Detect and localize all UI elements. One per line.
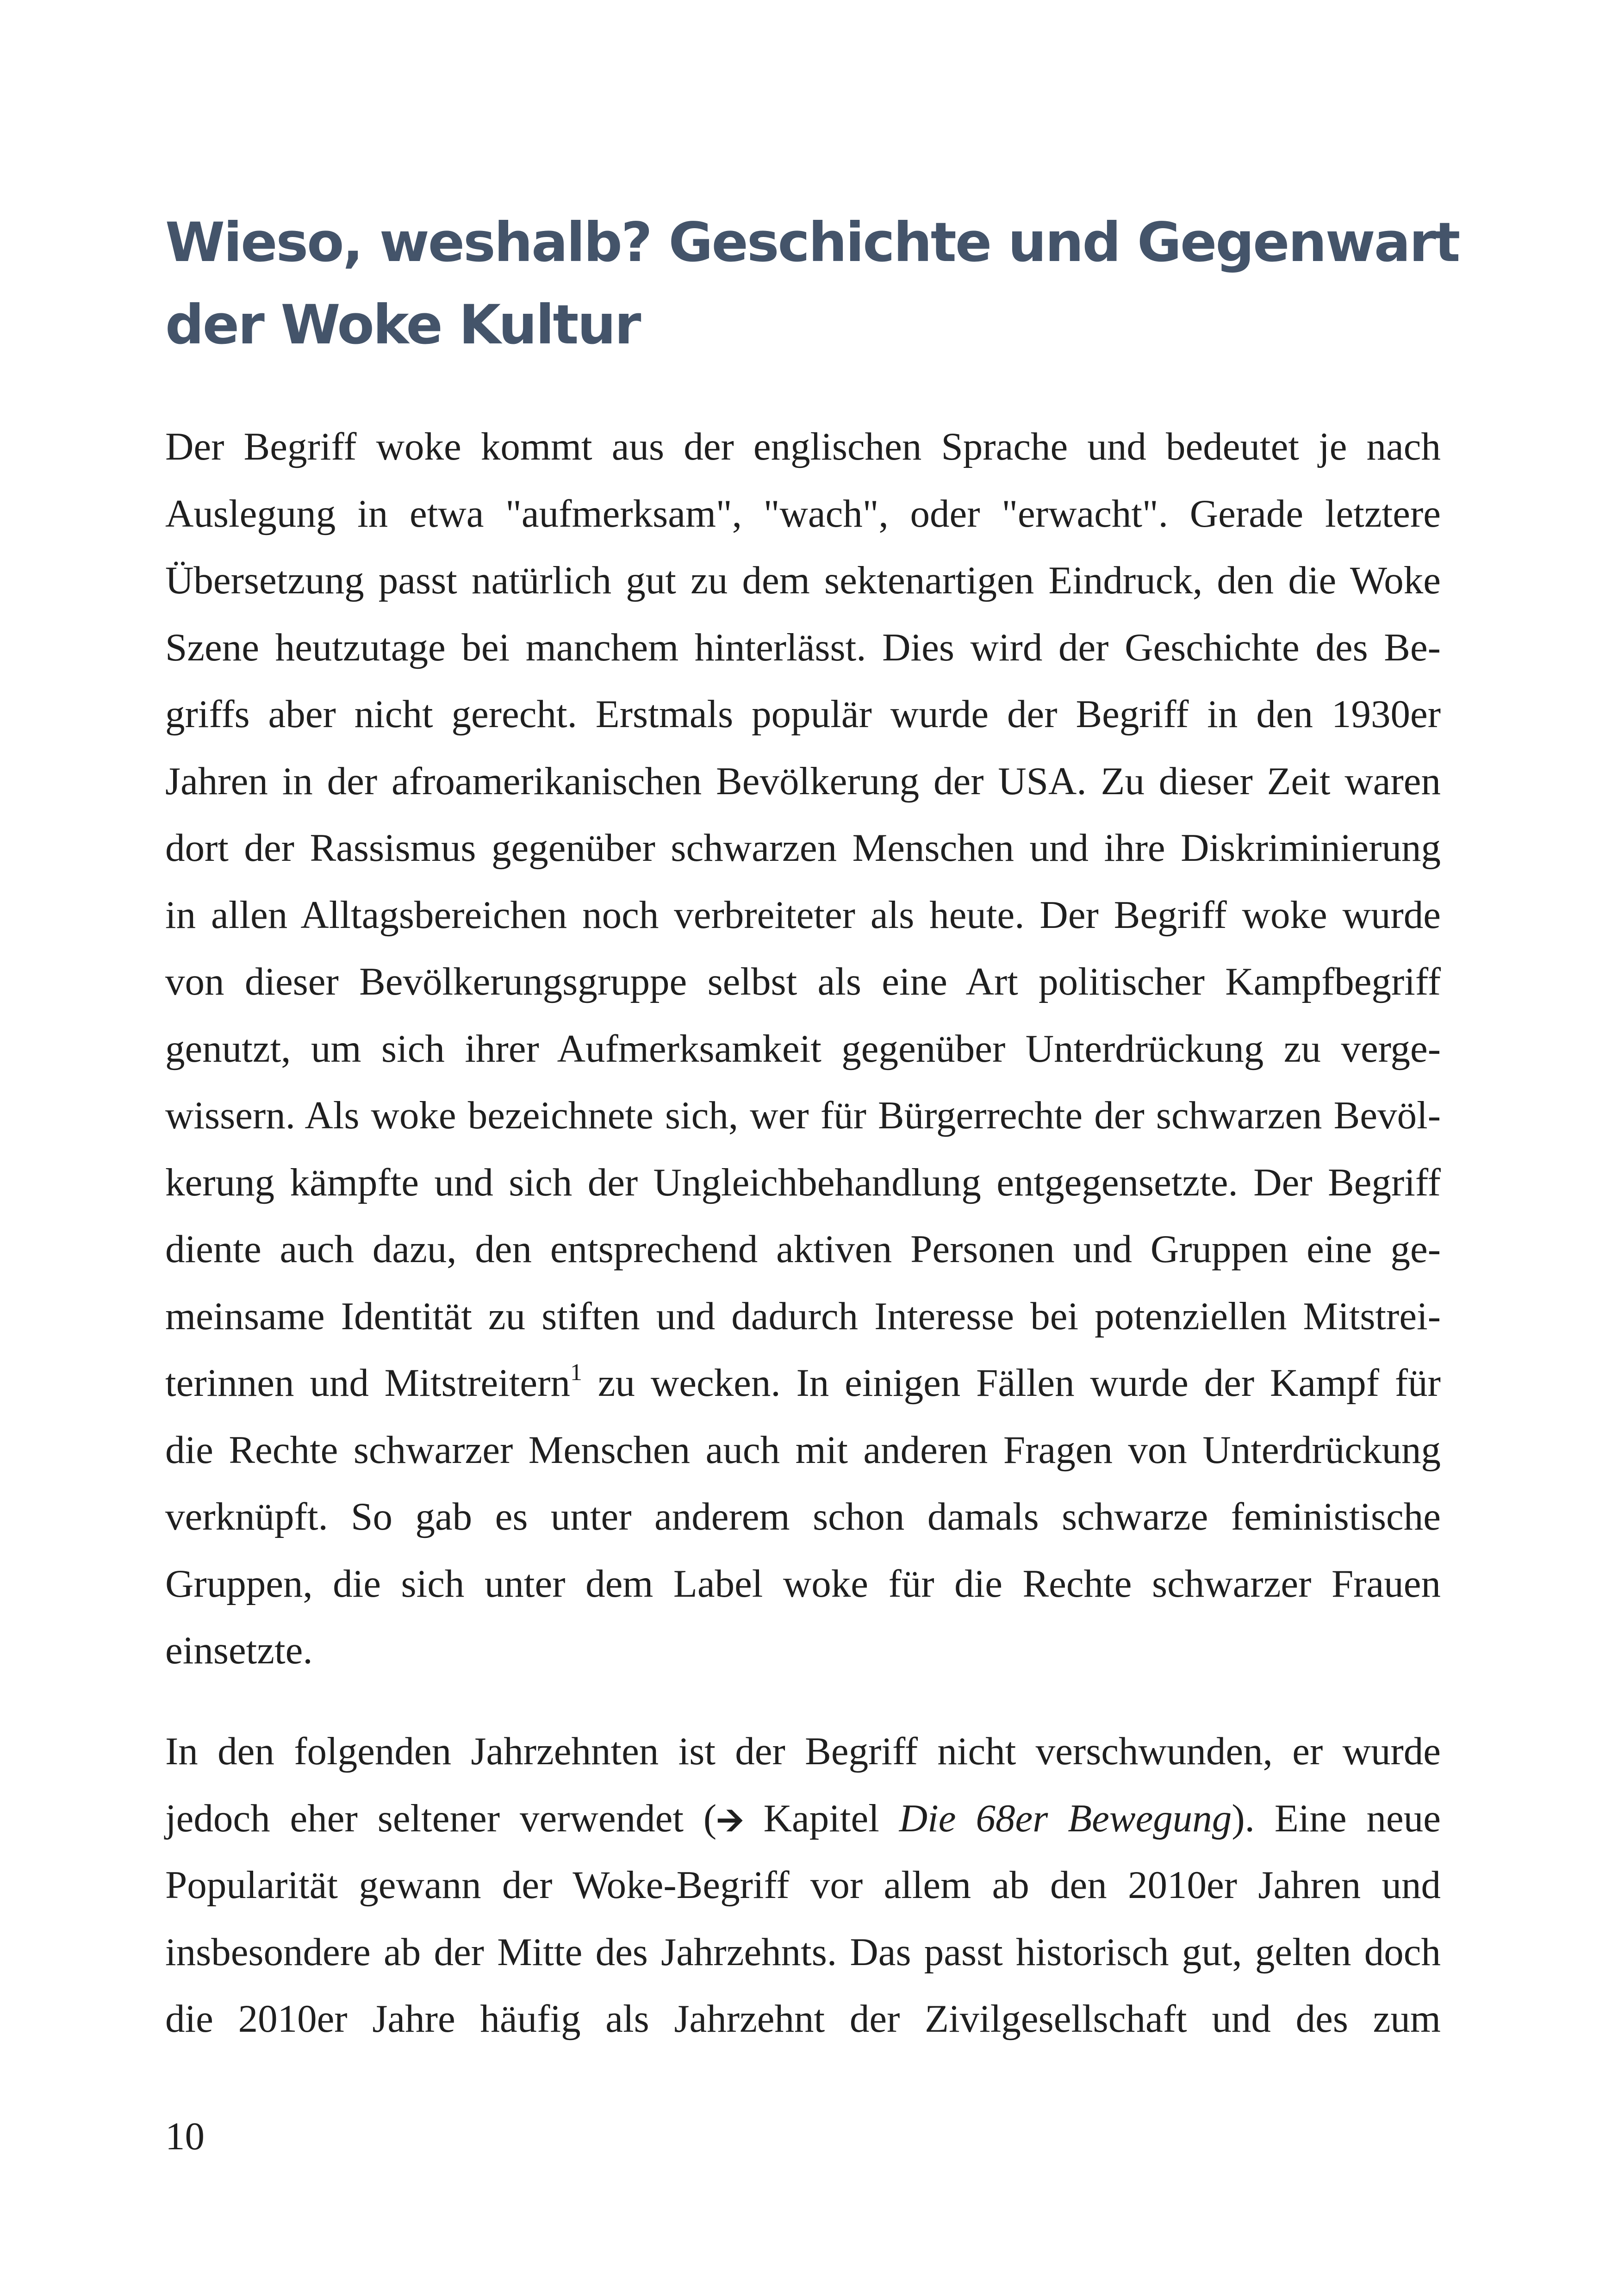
arrow-right-icon: 🡪 bbox=[716, 1800, 744, 1839]
text-line: die Rechte schwarzer Menschen auch mit anderen Fragen von Unterdrückung bbox=[165, 1428, 1441, 1472]
text-line: Popularität gewann der Woke-Begriff vor allem ab den 2010er Jahren und bbox=[165, 1863, 1441, 1907]
text-line: genutzt, um sich ihrer Aufmerksamkeit gegenüber Unterdrückung zu verge- bbox=[165, 1027, 1441, 1070]
paragraph-1 bbox=[165, 413, 1441, 1684]
text-segment: Kapitel bbox=[743, 1796, 899, 1840]
page-number: 10 bbox=[165, 2115, 205, 2158]
text-line: verknüpft. So gab es unter anderem schon damals schwarze feministische bbox=[165, 1495, 1441, 1538]
text-line: einsetzte. bbox=[165, 1629, 313, 1672]
text-line: Szene heutzutage bei manchem hinterlässt. Dies wird der Geschichte des Be- bbox=[165, 625, 1441, 669]
text-line: dort der Rassismus gegenüber schwarzen Menschen und ihre Diskriminierung bbox=[165, 826, 1441, 870]
text-segment: ). Eine neue bbox=[1232, 1796, 1441, 1840]
text-line: meinsame Identität zu stiften und dadurch Interesse bei potenziellen Mitstrei- bbox=[165, 1294, 1441, 1338]
text-segment: terinnen und Mitstreitern bbox=[165, 1361, 570, 1405]
text-line: Der Begriff woke kommt aus der englischen Sprache und bedeutet je nach bbox=[165, 425, 1441, 468]
text-line: Übersetzung passt natürlich gut zu dem sektenartigen Eindruck, den die Woke bbox=[165, 559, 1441, 602]
footnote-reference[interactable]: 1 bbox=[570, 1359, 582, 1386]
text-line: von dieser Bevölkerungsgruppe selbst als eine Art politischer Kampfbegriff bbox=[165, 960, 1441, 1003]
text-line: diente auch dazu, den entsprechend aktiven Personen und Gruppen eine ge- bbox=[165, 1227, 1441, 1271]
text-line: griffs aber nicht gerecht. Erstmals populär wurde der Begriff in den 1930er bbox=[165, 692, 1441, 736]
chapter-heading-line-1: Wieso, weshalb? Geschichte und Gegenwart bbox=[165, 211, 1459, 274]
chapter-heading bbox=[165, 201, 1461, 366]
text-line: In den folgenden Jahrzehnten ist der Begriff nicht verschwunden, er wurde bbox=[165, 1730, 1441, 1773]
text-segment: zu wecken. In einigen Fällen wurde der Kampf für bbox=[582, 1361, 1441, 1405]
text-line: Auslegung in etwa "aufmerksam", "wach", oder "erwacht". Gerade letztere bbox=[165, 492, 1441, 535]
text-line: insbesondere ab der Mitte des Jahrzehnts. Das passt historisch gut, gelten doch bbox=[165, 1930, 1441, 1974]
text-line: in allen Alltagsbereichen noch verbreiteter als heute. Der Begriff woke wurde bbox=[165, 893, 1441, 937]
text-line-with-reference bbox=[165, 1785, 1441, 1852]
text-line: kerung kämpfte und sich der Ungleichbehandlung entgegensetzte. Der Begriff bbox=[165, 1160, 1441, 1204]
text-line: Gruppen, die sich unter dem Label woke für die Rechte schwarzer Frauen bbox=[165, 1562, 1441, 1605]
text-line: die 2010er Jahre häufig als Jahrzehnt der Zivilgesellschaft und des zum bbox=[165, 1997, 1441, 2041]
text-line: Jahren in der afroamerikanischen Bevölkerung der USA. Zu dieser Zeit waren bbox=[165, 759, 1441, 803]
chapter-reference[interactable]: Die 68er Bewegung bbox=[899, 1796, 1232, 1840]
text-line: wissern. Als woke bezeichnete sich, wer für Bürgerrechte der schwarzen Bevöl- bbox=[165, 1094, 1441, 1137]
text-line-with-footnote bbox=[165, 1350, 1441, 1417]
paragraph-2 bbox=[165, 1718, 1441, 2053]
chapter-heading-line-2: der Woke Kultur bbox=[165, 293, 640, 356]
text-segment: jedoch eher seltener verwendet ( bbox=[165, 1796, 717, 1840]
